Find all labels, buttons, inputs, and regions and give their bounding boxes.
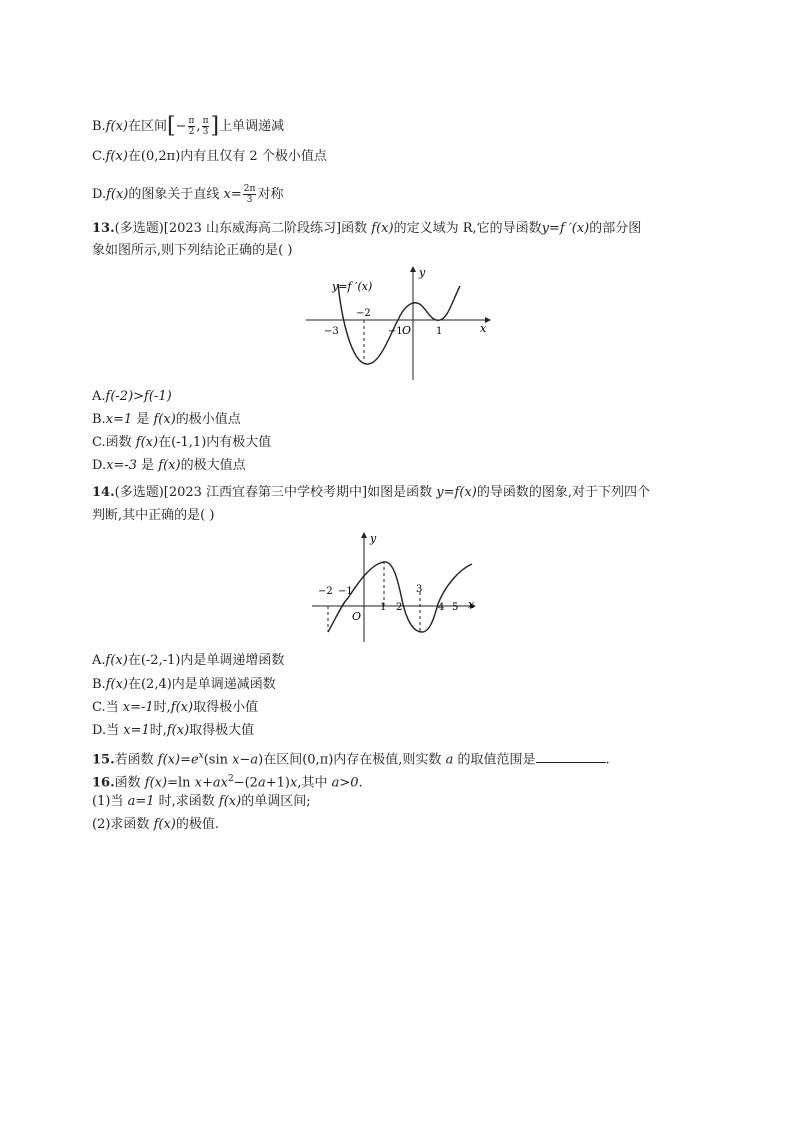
y-axis-arrow bbox=[361, 532, 367, 538]
tick-minus-2: −2 bbox=[318, 586, 333, 597]
q13-option-b: B.x=1 是 f(x)的极小值点 bbox=[92, 412, 241, 427]
q14-option-c: C.当 x=-1时,f(x)取得极小值 bbox=[92, 700, 259, 715]
q14-option-d: D.当 x=1时,f(x)取得极大值 bbox=[92, 723, 255, 738]
q14-stem-line2: 判断,其中正确的是( ) bbox=[92, 508, 215, 523]
q13-option-d: D.x=-3 是 f(x)的极大值点 bbox=[92, 458, 246, 473]
question-number: 14. bbox=[92, 485, 115, 500]
y-label: y bbox=[370, 532, 377, 545]
q15-stem: 15.若函数 $f(x)=e^x(\sin$ x−a)在区间(0,π)内存在极值,则实数 a 的取值范围是 . bbox=[92, 751, 610, 768]
tick-4: 4 bbox=[438, 602, 445, 613]
q14-option-a: A.f(x)在(-2,-1)内是单调递增函数 bbox=[92, 653, 285, 668]
question-number: 15. bbox=[92, 752, 115, 768]
derivative-curve bbox=[338, 284, 460, 364]
origin-label: O bbox=[352, 610, 362, 623]
q12-option-c: C.f(x)在(0,2π)内有且仅有 2 个极小值点 bbox=[92, 149, 327, 164]
tick-minus-1: −1 bbox=[388, 326, 403, 337]
q13-option-a: A.f(-2)>f(-1) bbox=[92, 389, 172, 404]
q13-stem-line1: 13.(多选题)[2023 山东威海高二阶段练习]函数 f(x)的定义域为 R,它的导函数y=f ′(x)的部分图 bbox=[92, 221, 642, 236]
q14-derivative-graph bbox=[308, 528, 488, 646]
q14-option-b: B.f(x)在(2,4)内是单调递减函数 bbox=[92, 677, 276, 692]
question-number: 16. bbox=[92, 775, 115, 791]
origin-label: O bbox=[402, 324, 412, 337]
q16-part-2: (2)求函数 f(x)的极值. bbox=[92, 817, 219, 832]
tick-minus-3: −3 bbox=[324, 326, 339, 337]
q12-option-b: B.f(x)在区间[− $\frac{\pi}{2}$ , $\frac{\pi}{3}$ ]上单调递减 bbox=[92, 113, 285, 139]
x-label: x bbox=[468, 598, 475, 611]
tick-minus-1: −1 bbox=[338, 586, 353, 597]
q13-stem-line2: 象如图所示,则下列结论正确的是( ) bbox=[92, 243, 293, 258]
tick-3: 3 bbox=[416, 584, 423, 595]
y-label: y bbox=[419, 266, 426, 279]
q12-option-d: D.f(x)的图象关于直线 x= $\frac{2\pi}{3}$ 对称 bbox=[92, 184, 284, 205]
q13-option-c: C.函数 f(x)在(-1,1)内有极大值 bbox=[92, 435, 272, 450]
tick-minus-2: −2 bbox=[356, 308, 371, 319]
q16-part-1: (1)当 a=1 时,求函数 f(x)的单调区间; bbox=[92, 794, 311, 809]
q16-stem: 16.函数 f(x)=ln $x+ax^2-(2a+1)x$,其中 a>0. bbox=[92, 774, 363, 791]
tick-1: 1 bbox=[380, 602, 387, 613]
curve-label: y=f ′(x) bbox=[332, 280, 373, 293]
answer-blank[interactable] bbox=[536, 750, 606, 763]
option-label: B. bbox=[92, 119, 106, 134]
tick-5: 5 bbox=[452, 602, 459, 613]
y-axis-arrow bbox=[410, 266, 416, 272]
tick-2: 2 bbox=[396, 602, 403, 613]
tick-1: 1 bbox=[436, 326, 443, 337]
x-label: x bbox=[480, 322, 487, 335]
q13-derivative-graph bbox=[300, 262, 500, 384]
question-number: 13. bbox=[92, 221, 115, 236]
q14-stem-line1: 14.(多选题)[2023 江西宜春第三中学校考期中]如图是函数 y=f(x)的导函数的图象,对于下列四个 bbox=[92, 485, 650, 500]
